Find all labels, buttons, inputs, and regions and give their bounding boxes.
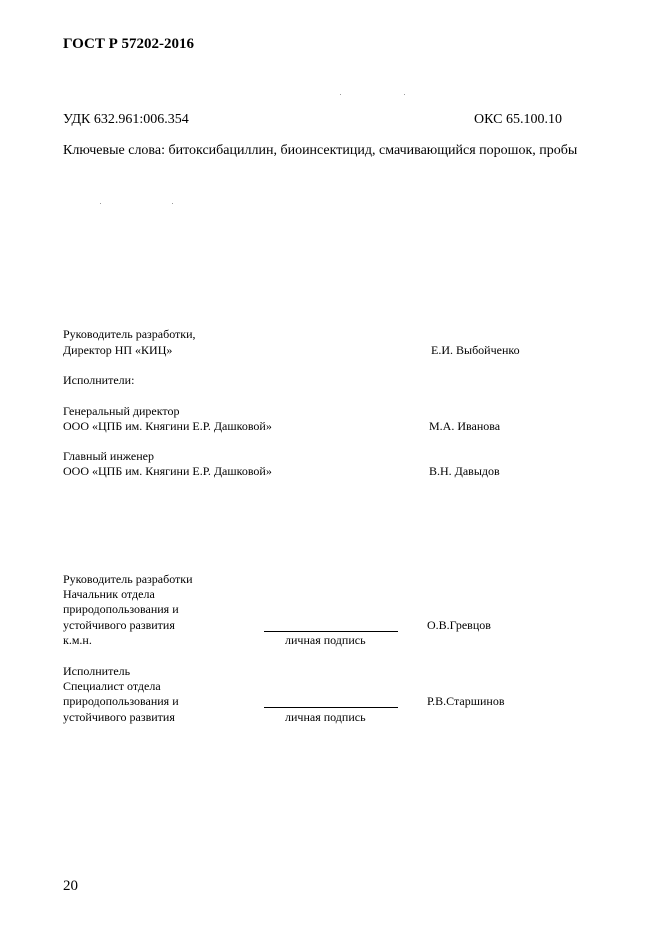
exec-line-1: Исполнитель <box>63 664 131 678</box>
head-line-2: Начальник отдела <box>63 587 155 601</box>
head-line-3: природопользования и <box>63 602 179 616</box>
head-signature-line <box>264 631 398 632</box>
head-line-5: к.м.н. <box>63 633 92 647</box>
exec-signature-line <box>264 707 398 708</box>
executors-label: Исполнители: <box>63 373 135 387</box>
head-line-4: устойчивого развития <box>63 618 175 632</box>
head-name: О.В.Гревцов <box>427 618 491 632</box>
page-number: 20 <box>63 878 78 894</box>
exec-name: Р.В.Старшинов <box>427 694 505 708</box>
exec1-role-line2: ООО «ЦПБ им. Княгини Е.Р. Дашковой» <box>63 419 272 433</box>
head-line-1: Руководитель разработки <box>63 572 193 586</box>
exec1-name: М.А. Иванова <box>429 419 501 433</box>
exec-line-3: природопользования и <box>63 694 179 708</box>
scan-speck <box>340 94 341 95</box>
exec2-role-line2: ООО «ЦПБ им. Княгини Е.Р. Дашковой» <box>63 464 272 478</box>
dev-head-role-line1: Руководитель разработки, <box>63 327 196 341</box>
exec-line-2: Специалист отдела <box>63 679 161 693</box>
exec-signature-caption: личная подпись <box>285 710 366 724</box>
head-signature-caption: личная подпись <box>285 633 366 647</box>
udk-code: УДК 632.961:006.354 <box>63 112 189 127</box>
dev-head-name: Е.И. Выбойченко <box>431 343 520 357</box>
exec1-role-line1: Генеральный директор <box>63 404 180 418</box>
exec-line-4: устойчивого развития <box>63 710 175 724</box>
scan-speck <box>172 203 173 204</box>
oks-code: ОКС 65.100.10 <box>474 112 562 127</box>
document-standard-title: ГОСТ Р 57202-2016 <box>63 36 195 52</box>
scan-speck <box>100 203 101 204</box>
dev-head-role-line2: Директор НП «КИЦ» <box>63 343 173 357</box>
scan-speck <box>404 94 405 95</box>
keywords-paragraph: Ключевые слова: битоксибациллин, биоинсектицид, смачивающийся порошок, пробы <box>63 143 578 158</box>
exec2-name: В.Н. Давыдов <box>429 464 500 478</box>
exec2-role-line1: Главный инженер <box>63 449 154 463</box>
